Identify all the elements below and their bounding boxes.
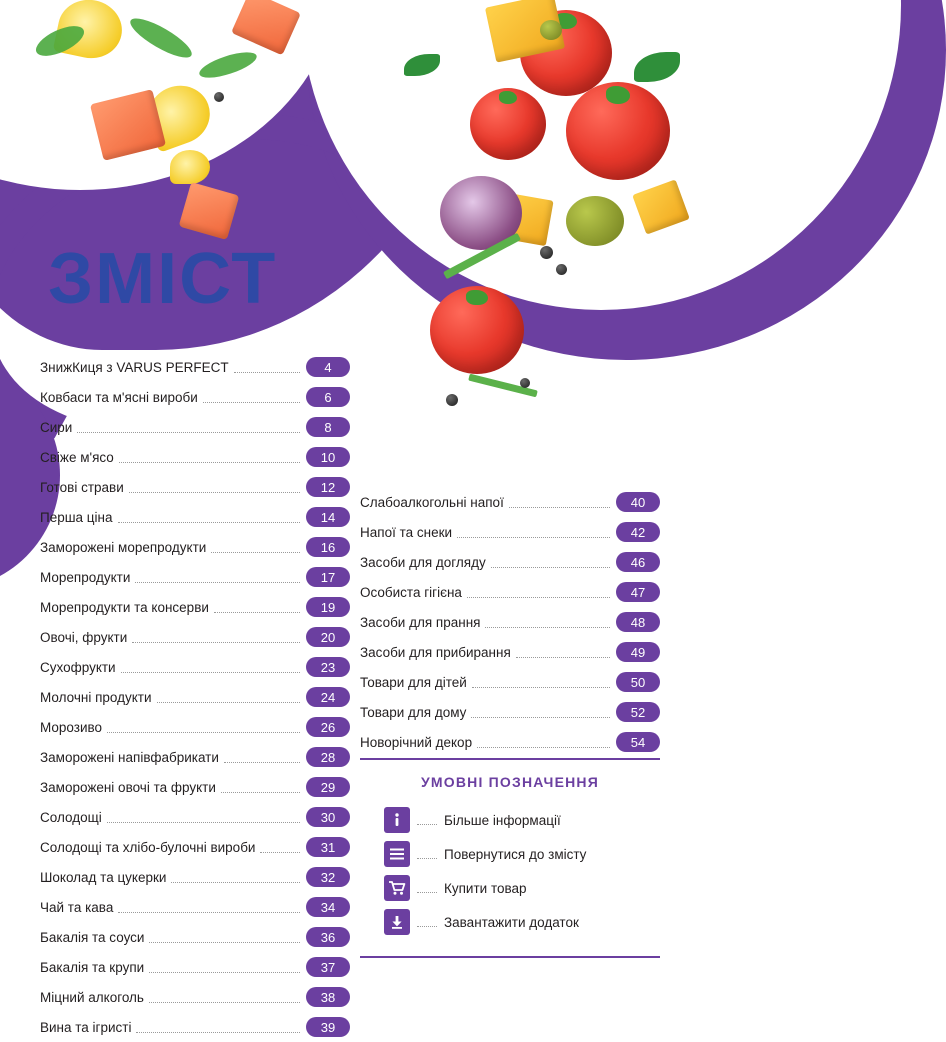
legend-box — [360, 758, 660, 958]
toc-entry-label: Вина та ігристі — [40, 1019, 132, 1035]
toc-entry[interactable] — [360, 607, 660, 637]
toc-page-number[interactable]: 6 — [306, 387, 350, 407]
peppercorn-image — [556, 264, 567, 275]
toc-entry-label: Засоби для прибирання — [360, 644, 511, 660]
toc-page-number[interactable]: 29 — [306, 777, 350, 797]
toc-leader-dots — [260, 842, 300, 853]
toc-page-number[interactable]: 34 — [306, 897, 350, 917]
toc-right-column — [360, 487, 660, 757]
toc-entry-label: Солодощі та хлібо-булочні вироби — [40, 839, 256, 855]
toc-entry[interactable] — [40, 742, 350, 772]
toc-entry-label: Бакалія та крупи — [40, 959, 145, 975]
toc-leader-dots — [136, 1022, 300, 1033]
toc-entry[interactable] — [360, 517, 660, 547]
toc-leader-dots — [77, 422, 300, 433]
legend-leader-dots — [417, 917, 437, 927]
toc-leader-dots — [203, 392, 300, 403]
toc-page-number[interactable]: 30 — [306, 807, 350, 827]
peppercorn-image — [446, 394, 458, 406]
toc-entry[interactable] — [360, 697, 660, 727]
toc-leader-dots — [467, 587, 610, 598]
menu-icon — [384, 841, 410, 867]
toc-entry[interactable] — [40, 652, 350, 682]
toc-entry[interactable] — [360, 577, 660, 607]
toc-page-number[interactable]: 39 — [306, 1017, 350, 1037]
toc-entry-label: Засоби для прання — [360, 614, 481, 630]
toc-entry-label: Перша ціна — [40, 509, 113, 525]
toc-entry-label: Морепродукти — [40, 569, 131, 585]
legend-leader-dots — [417, 815, 437, 825]
toc-leader-dots — [132, 632, 300, 643]
toc-entry-label: Морозиво — [40, 719, 103, 735]
legend-item — [360, 803, 660, 837]
toc-entry[interactable] — [40, 622, 350, 652]
tomato-image — [566, 82, 670, 180]
toc-entry[interactable] — [40, 532, 350, 562]
toc-leader-dots — [149, 962, 300, 973]
legend-item-label: Завантажити додаток — [444, 914, 579, 930]
legend-item-label: Більше інформації — [444, 812, 561, 828]
toc-entry-label: Шоколад та цукерки — [40, 869, 167, 885]
toc-page-number[interactable]: 16 — [306, 537, 350, 557]
toc-page-number[interactable]: 12 — [306, 477, 350, 497]
toc-entry[interactable] — [40, 442, 350, 472]
toc-entry-label: Заморожені овочі та фрукти — [40, 779, 216, 795]
toc-leader-dots — [107, 812, 300, 823]
lemon-image — [170, 150, 210, 184]
toc-entry-label: ЗнижКиця з VARUS PERFECT — [40, 359, 229, 375]
toc-leader-dots — [224, 752, 300, 763]
toc-page-number[interactable]: 42 — [616, 522, 660, 542]
legend-item — [360, 871, 660, 905]
toc-page-number[interactable]: 36 — [306, 927, 350, 947]
tomato-image — [430, 286, 524, 374]
toc-entry[interactable] — [40, 412, 350, 442]
toc-page-number[interactable]: 28 — [306, 747, 350, 767]
toc-entry-label: Заморожені напівфабрикати — [40, 749, 219, 765]
toc-leader-dots — [211, 542, 300, 553]
toc-leader-dots — [171, 872, 300, 883]
toc-leader-dots — [149, 992, 300, 1003]
toc-page-number[interactable]: 52 — [616, 702, 660, 722]
toc-entry[interactable] — [40, 592, 350, 622]
toc-leader-dots — [516, 647, 610, 658]
toc-leader-dots — [129, 482, 300, 493]
olive-image — [566, 196, 624, 246]
toc-leader-dots — [118, 512, 300, 523]
toc-entry[interactable] — [40, 952, 350, 982]
toc-page-number[interactable]: 31 — [306, 837, 350, 857]
toc-entry[interactable] — [40, 1012, 350, 1042]
toc-entry[interactable] — [40, 502, 350, 532]
toc-page-number[interactable]: 40 — [616, 492, 660, 512]
download-icon — [384, 909, 410, 935]
toc-entry-label: Овочі, фрукти — [40, 629, 128, 645]
toc-entry[interactable] — [360, 547, 660, 577]
toc-entry-label: Засоби для догляду — [360, 554, 486, 570]
toc-entry-label: Свіже м'ясо — [40, 449, 114, 465]
toc-entry[interactable] — [40, 472, 350, 502]
toc-leader-dots — [477, 737, 610, 748]
cart-icon — [384, 875, 410, 901]
toc-entry-label: Слабоалкогольні напої — [360, 494, 504, 510]
toc-entry[interactable] — [360, 667, 660, 697]
olive-image — [540, 20, 562, 40]
toc-entry[interactable] — [40, 682, 350, 712]
toc-leader-dots — [149, 932, 300, 943]
toc-page-number[interactable]: 20 — [306, 627, 350, 647]
toc-page-number[interactable]: 47 — [616, 582, 660, 602]
toc-page-number[interactable]: 8 — [306, 417, 350, 437]
toc-page-number[interactable]: 19 — [306, 597, 350, 617]
legend-item-label: Купити товар — [444, 880, 527, 896]
toc-entry-label: Міцний алкоголь — [40, 989, 144, 1005]
toc-entry[interactable] — [40, 562, 350, 592]
toc-leader-dots — [471, 707, 610, 718]
page-title: ЗМІСТ — [48, 239, 278, 319]
toc-leader-dots — [157, 692, 300, 703]
toc-page-number[interactable]: 14 — [306, 507, 350, 527]
toc-entry-label: Заморожені морепродукти — [40, 539, 207, 555]
toc-entry[interactable] — [40, 382, 350, 412]
legend-item-label: Повернутися до змісту — [444, 846, 587, 862]
toc-entry[interactable] — [360, 487, 660, 517]
tomato-image — [470, 88, 546, 160]
toc-entry-label: Ковбаси та м'ясні вироби — [40, 389, 198, 405]
toc-entry[interactable] — [40, 352, 350, 382]
toc-entry[interactable] — [40, 802, 350, 832]
toc-entry[interactable] — [360, 727, 660, 757]
toc-leader-dots — [234, 362, 300, 373]
toc-leader-dots — [214, 602, 300, 613]
legend-item — [360, 905, 660, 939]
toc-entry[interactable] — [40, 862, 350, 892]
toc-leader-dots — [119, 452, 300, 463]
toc-entry[interactable] — [40, 772, 350, 802]
peppercorn-image — [520, 378, 530, 388]
toc-leader-dots — [118, 902, 300, 913]
toc-page-number[interactable]: 10 — [306, 447, 350, 467]
toc-page-number[interactable]: 26 — [306, 717, 350, 737]
toc-entry-label: Напої та снеки — [360, 524, 453, 540]
toc-entry-label: Сухофрукти — [40, 659, 116, 675]
toc-page-number[interactable]: 24 — [306, 687, 350, 707]
toc-page-number[interactable]: 4 — [306, 357, 350, 377]
toc-leader-dots — [135, 572, 300, 583]
toc-page-number[interactable]: 32 — [306, 867, 350, 887]
legend-leader-dots — [417, 849, 437, 859]
peppercorn-image — [214, 92, 224, 102]
toc-entry-label: Товари для дітей — [360, 674, 467, 690]
toc-entry-label: Чай та кава — [40, 899, 114, 915]
toc-page-number[interactable]: 17 — [306, 567, 350, 587]
toc-leader-dots — [509, 497, 610, 508]
toc-entry-label: Солодощі — [40, 809, 102, 825]
toc-entry-label: Новорічний декор — [360, 734, 473, 750]
toc-entry-label: Особиста гігієна — [360, 584, 462, 600]
toc-entry[interactable] — [40, 982, 350, 1012]
toc-entry-label: Сири — [40, 419, 73, 435]
legend-title: УМОВНІ ПОЗНАЧЕННЯ — [421, 774, 599, 790]
toc-page-number[interactable]: 48 — [616, 612, 660, 632]
peppercorn-image — [540, 246, 553, 259]
toc-leader-dots — [472, 677, 610, 688]
toc-leader-dots — [491, 557, 610, 568]
toc-page-number[interactable]: 46 — [616, 552, 660, 572]
info-icon — [384, 807, 410, 833]
toc-leader-dots — [457, 527, 610, 538]
toc-page-number[interactable]: 49 — [616, 642, 660, 662]
toc-entry-label: Морепродукти та консерви — [40, 599, 209, 615]
toc-page-number[interactable]: 50 — [616, 672, 660, 692]
toc-leader-dots — [221, 782, 300, 793]
toc-entry-label: Молочні продукти — [40, 689, 152, 705]
toc-entry[interactable] — [40, 922, 350, 952]
toc-page-number[interactable]: 54 — [616, 732, 660, 752]
toc-entry-label: Готові страви — [40, 479, 124, 495]
toc-page-number[interactable]: 38 — [306, 987, 350, 1007]
toc-entry-label: Бакалія та соуси — [40, 929, 145, 945]
toc-entry[interactable] — [360, 637, 660, 667]
toc-leader-dots — [121, 662, 300, 673]
toc-leader-dots — [485, 617, 610, 628]
toc-entry[interactable] — [40, 712, 350, 742]
toc-entry[interactable] — [40, 832, 350, 862]
toc-leader-dots — [107, 722, 300, 733]
toc-page-number[interactable]: 23 — [306, 657, 350, 677]
toc-entry-label: Товари для дому — [360, 704, 467, 720]
legend-leader-dots — [417, 883, 437, 893]
legend-item — [360, 837, 660, 871]
toc-entry[interactable] — [40, 892, 350, 922]
toc-page-number[interactable]: 37 — [306, 957, 350, 977]
toc-left-column — [40, 352, 350, 1042]
